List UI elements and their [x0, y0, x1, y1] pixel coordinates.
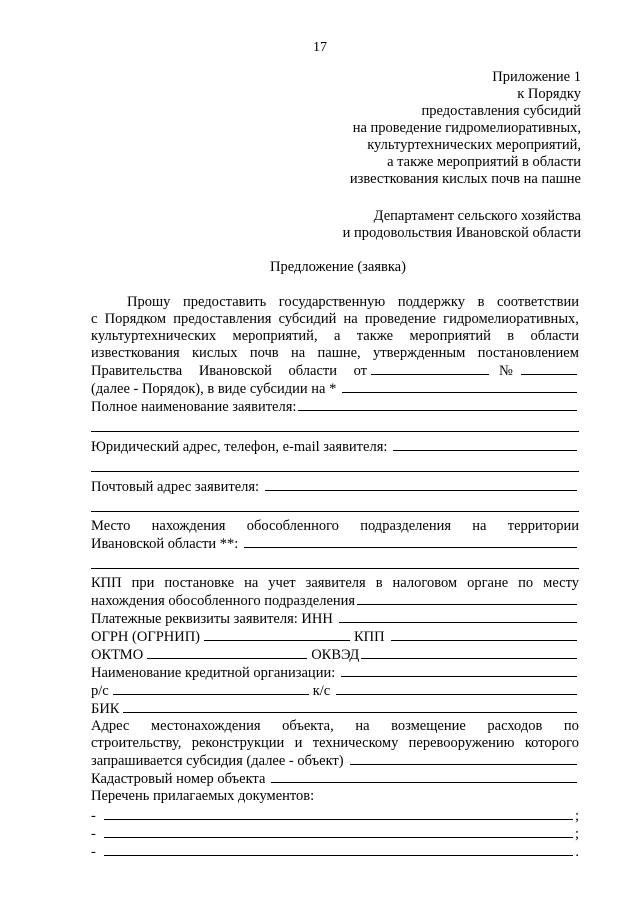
appendix-line: известкования кислых почв на пашне	[349, 171, 581, 187]
location-label: Ивановской области **:	[91, 536, 239, 552]
department-line: Департамент сельского хозяйства	[373, 208, 581, 224]
location-line: Место нахождения обособленного подразделения на территории	[91, 518, 579, 534]
postal-address-field[interactable]	[265, 478, 577, 491]
decree-date-field[interactable]	[371, 362, 489, 375]
appendix-line: а также мероприятий в области	[387, 154, 581, 170]
rs-field[interactable]	[113, 682, 309, 695]
inn-row	[91, 610, 579, 628]
cadastral-row	[91, 770, 579, 788]
kpp-division-label: нахождения обособленного подразделения	[91, 593, 356, 609]
document-field[interactable]	[104, 843, 574, 856]
bik-label: БИК	[91, 701, 120, 717]
kpp-division-row	[91, 592, 579, 610]
location-row	[91, 535, 579, 553]
document-item: - ;	[91, 808, 579, 824]
oktmo-label: ОКТМО	[91, 647, 144, 663]
bank-field[interactable]	[341, 664, 577, 677]
rs-label: р/с	[91, 683, 109, 699]
location-field-line2[interactable]	[91, 553, 579, 569]
object-row	[91, 752, 579, 770]
object-line: Адрес местонахождения объекта, на возмещение расходов по	[91, 718, 579, 734]
kpp-label: КПП	[354, 629, 385, 645]
okved-label: ОКВЭД	[311, 647, 360, 663]
subsidy-line: (далее - Порядок), в виде субсидии на *	[91, 380, 579, 398]
document-field[interactable]	[104, 825, 573, 838]
full-name-field-line2[interactable]	[91, 416, 579, 432]
form-body	[91, 294, 579, 861]
bank-row	[91, 664, 579, 682]
full-name-label: Полное наименование заявителя:	[91, 399, 297, 415]
ks-field[interactable]	[336, 682, 577, 695]
appendix-line: предоставления субсидий	[421, 103, 581, 119]
form-title: Предложение (заявка)	[270, 259, 406, 275]
page-number: 17	[313, 40, 327, 55]
number-sign: №	[499, 363, 513, 379]
appendix-line: к Порядку	[517, 86, 581, 102]
subsidy-purpose-field[interactable]	[342, 380, 577, 393]
appendix-line: на проведение гидромелиоративных,	[352, 120, 581, 136]
inn-field[interactable]	[339, 610, 577, 623]
kpp-division-field[interactable]	[357, 592, 577, 605]
inn-label: Платежные реквизиты заявителя: ИНН	[91, 611, 333, 627]
postal-address-row	[91, 478, 579, 496]
full-name-row	[91, 398, 579, 416]
postal-address-label: Почтовый адрес заявителя:	[91, 479, 260, 495]
intro-line: с Порядком предоставления субсидий на проведение гидромелиоративных,	[91, 311, 579, 327]
intro-line: культуртехнических мероприятий, а также мероприятий в области	[91, 328, 579, 344]
document-field[interactable]	[104, 807, 573, 820]
accounts-row	[91, 682, 579, 700]
ogrn-row	[91, 628, 579, 646]
legal-address-field[interactable]	[393, 438, 577, 451]
kpp-line: КПП при постановке на учет заявителя в налоговом органе по месту	[91, 575, 579, 591]
intro-line: известкования кислых почв на пашне, утвержденным постановлением	[91, 345, 579, 361]
cadastral-field[interactable]	[271, 770, 577, 783]
bank-label: Наименование кредитной организации:	[91, 665, 336, 681]
appendix-block	[350, 69, 581, 188]
legal-address-field-line2[interactable]	[91, 456, 579, 472]
ogrn-field[interactable]	[204, 628, 350, 641]
postal-address-field-line2[interactable]	[91, 496, 579, 512]
document-item: - .	[91, 844, 579, 860]
kpp-field[interactable]	[391, 628, 577, 641]
documents-row	[91, 788, 579, 805]
bik-row	[91, 700, 579, 718]
okved-field[interactable]	[361, 646, 577, 659]
document-item: - ;	[91, 826, 579, 842]
bik-field[interactable]	[123, 700, 577, 713]
department-line: и продовольствия Ивановской области	[342, 225, 581, 241]
legal-address-label: Юридический адрес, телефон, e-mail заявителя:	[91, 439, 388, 455]
department-block	[343, 208, 581, 242]
documents-label: Перечень прилагаемых документов:	[91, 788, 315, 804]
appendix-line: культуртехнических мероприятий,	[367, 137, 581, 153]
intro-line: Прошу предоставить государственную поддержку в соответствии	[127, 294, 579, 310]
legal-address-row	[91, 438, 579, 456]
full-name-field[interactable]	[298, 398, 577, 411]
decree-line: Правительства Ивановской области от №	[91, 362, 579, 380]
ks-label: к/с	[312, 683, 331, 699]
object-address-field[interactable]	[350, 752, 577, 765]
appendix-line: Приложение 1	[492, 69, 581, 85]
decree-number-field[interactable]	[521, 362, 577, 375]
ogrn-label: ОГРН (ОГРНИП)	[91, 629, 201, 645]
object-line: строительству, реконструкции и техническому перевооружению которого	[91, 735, 579, 751]
location-field[interactable]	[244, 535, 577, 548]
oktmo-row	[91, 646, 579, 664]
object-label: запрашивается субсидия (далее - объект)	[91, 753, 344, 769]
oktmo-field[interactable]	[147, 646, 307, 659]
cadastral-label: Кадастровый номер объекта	[91, 771, 266, 787]
